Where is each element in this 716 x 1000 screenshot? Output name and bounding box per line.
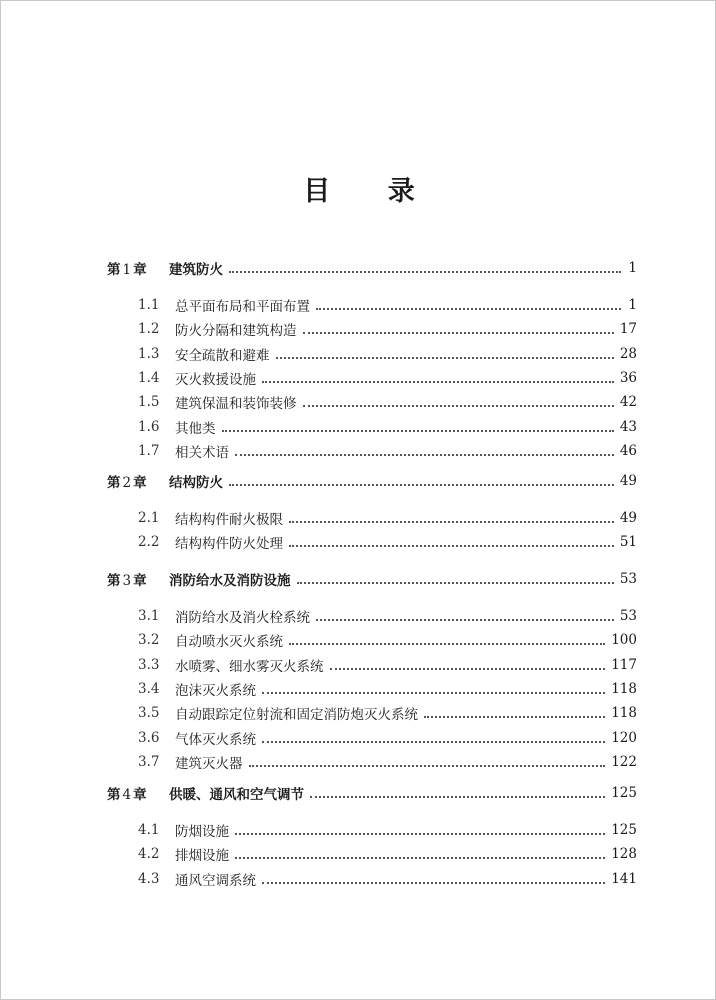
chapter-title: 建筑防火 [169, 262, 223, 278]
dot-leader [297, 582, 614, 584]
section-number: 2.2 [138, 534, 160, 551]
chapter-number [107, 783, 169, 803]
chapter-number-digit: 1 [122, 262, 132, 278]
section-title: 防火分隔和建筑构造 [175, 323, 297, 340]
section-number: 3.7 [138, 753, 160, 770]
toc-section-row[interactable] [138, 439, 637, 463]
toc-chapter-row[interactable] [107, 256, 637, 280]
dot-leader [229, 271, 621, 273]
section-number: 1.6 [138, 418, 160, 435]
section-number: 3.1 [138, 608, 160, 624]
toc-section-row[interactable] [138, 726, 637, 750]
chapter-number [107, 258, 169, 278]
toc-section-row[interactable] [138, 506, 637, 530]
chapter-number-prefix: 第 [107, 475, 121, 491]
section-page-number: 141 [611, 870, 637, 887]
section-title: 灭火救援设施 [175, 371, 256, 388]
toc-section-row[interactable] [138, 750, 637, 774]
section-title: 结构构件耐火极限 [175, 512, 283, 528]
section-title: 建筑灭火器 [175, 755, 243, 772]
dot-leader [235, 454, 614, 456]
chapter-number-suffix: 章 [133, 787, 147, 803]
dot-leader [222, 430, 614, 432]
toc-section-row[interactable] [138, 415, 637, 439]
dot-leader [262, 692, 605, 694]
dot-leader [262, 741, 605, 743]
chapter-page-number: 1 [628, 260, 637, 276]
chapter-number-digit: 3 [122, 573, 132, 589]
dot-leader [235, 857, 605, 859]
chapter-number-digit: 2 [122, 475, 132, 491]
section-page-number: 120 [611, 729, 637, 746]
section-title: 防烟设施 [175, 824, 229, 840]
section-number: 4.1 [138, 822, 160, 838]
chapter-number-prefix: 第 [107, 573, 121, 589]
section-page-number: 43 [619, 418, 637, 435]
section-number: 3.2 [138, 632, 160, 649]
toc-section-row[interactable] [138, 628, 637, 652]
section-title: 泡沫灭火系统 [175, 682, 256, 699]
toc-section-row[interactable] [138, 342, 637, 366]
section-number: 3.6 [138, 729, 160, 746]
section-page-number: 128 [611, 846, 637, 863]
dot-leader [303, 332, 614, 334]
chapter-title: 供暖、通风和空气调节 [169, 787, 304, 803]
section-title: 通风空调系统 [175, 872, 256, 889]
section-title: 自动喷水灭火系统 [175, 634, 283, 651]
chapter-number [107, 471, 169, 491]
toc-chapter-row[interactable] [107, 567, 637, 591]
section-page-number: 118 [611, 705, 637, 722]
section-page-number: 122 [611, 753, 637, 770]
section-title: 结构构件防火处理 [175, 536, 283, 553]
dot-leader [289, 545, 614, 547]
chapter-number-prefix: 第 [107, 262, 121, 278]
section-title: 消防给水及消火栓系统 [175, 610, 310, 626]
section-title: 安全疏散和避难 [175, 347, 270, 364]
toc-chapter-row[interactable] [107, 469, 637, 493]
toc-section-row[interactable] [138, 293, 637, 317]
section-title: 自动跟踪定位射流和固定消防炮灭火系统 [175, 707, 418, 724]
dot-leader [235, 833, 605, 835]
section-title: 排烟设施 [175, 848, 229, 865]
toc-chapter-row[interactable] [107, 781, 637, 805]
chapter-page-number: 125 [611, 785, 637, 801]
section-page-number: 42 [619, 394, 637, 411]
chapter-number [107, 569, 169, 589]
section-number: 1.7 [138, 442, 160, 459]
toc-section-row[interactable] [138, 366, 637, 390]
chapter-number-prefix: 第 [107, 787, 121, 803]
chapter-page-number: 53 [619, 571, 637, 587]
chapter-number-suffix: 章 [133, 262, 147, 278]
section-number: 1.2 [138, 321, 160, 338]
section-title: 其他类 [175, 420, 216, 437]
dot-leader [262, 882, 605, 884]
dot-leader [316, 619, 614, 621]
section-number: 1.1 [138, 297, 160, 313]
toc-section-row[interactable] [138, 701, 637, 725]
section-title: 气体灭火系统 [175, 731, 256, 748]
dot-leader [330, 668, 606, 670]
section-page-number: 100 [611, 632, 637, 649]
section-page-number: 49 [619, 510, 637, 526]
chapter-page-number: 49 [619, 473, 637, 489]
chapter-number-suffix: 章 [133, 573, 147, 589]
toc-section-row[interactable] [138, 677, 637, 701]
section-title: 建筑保温和装饰装修 [175, 396, 297, 413]
dot-leader [316, 308, 621, 310]
dot-leader [262, 381, 614, 383]
section-number: 2.1 [138, 510, 160, 526]
dot-leader [276, 357, 614, 359]
section-title: 总平面布局和平面布置 [175, 299, 310, 315]
section-page-number: 51 [619, 534, 637, 551]
section-page-number: 17 [619, 321, 637, 338]
chapter-number-suffix: 章 [133, 475, 147, 491]
chapter-title: 消防给水及消防设施 [169, 573, 291, 589]
section-page-number: 28 [619, 345, 637, 362]
section-page-number: 1 [628, 297, 637, 313]
section-number: 3.5 [138, 705, 160, 722]
section-number: 3.3 [138, 656, 160, 673]
toc-section-row[interactable] [138, 842, 637, 866]
toc-section-row[interactable] [138, 818, 637, 842]
dot-leader [289, 643, 605, 645]
section-number: 3.4 [138, 680, 160, 697]
section-page-number: 118 [611, 680, 637, 697]
section-number: 1.3 [138, 345, 160, 362]
section-page-number: 53 [619, 608, 637, 624]
toc-section-row[interactable] [138, 653, 637, 677]
toc-section-row[interactable] [138, 390, 637, 414]
section-number: 1.4 [138, 369, 160, 386]
section-page-number: 125 [611, 822, 637, 838]
dot-leader [303, 405, 614, 407]
dot-leader [310, 796, 605, 798]
dot-leader [249, 765, 606, 767]
dot-leader [229, 484, 614, 486]
toc-section-row[interactable] [138, 867, 637, 891]
chapter-number-digit: 4 [122, 787, 132, 803]
section-page-number: 46 [619, 442, 637, 459]
page-title: 目 录 [303, 176, 439, 207]
section-title: 水喷雾、细水雾灭火系统 [175, 658, 324, 675]
toc-section-row[interactable] [138, 604, 637, 628]
chapter-title: 结构防火 [169, 475, 223, 491]
section-page-number: 117 [611, 656, 637, 673]
section-number: 1.5 [138, 394, 160, 411]
section-title: 相关术语 [175, 444, 229, 461]
toc-section-row[interactable] [138, 530, 637, 554]
dot-leader [424, 716, 605, 718]
section-page-number: 36 [619, 369, 637, 386]
section-number: 4.2 [138, 846, 160, 863]
toc-section-row[interactable] [138, 317, 637, 341]
dot-leader [289, 521, 614, 523]
section-number: 4.3 [138, 870, 160, 887]
